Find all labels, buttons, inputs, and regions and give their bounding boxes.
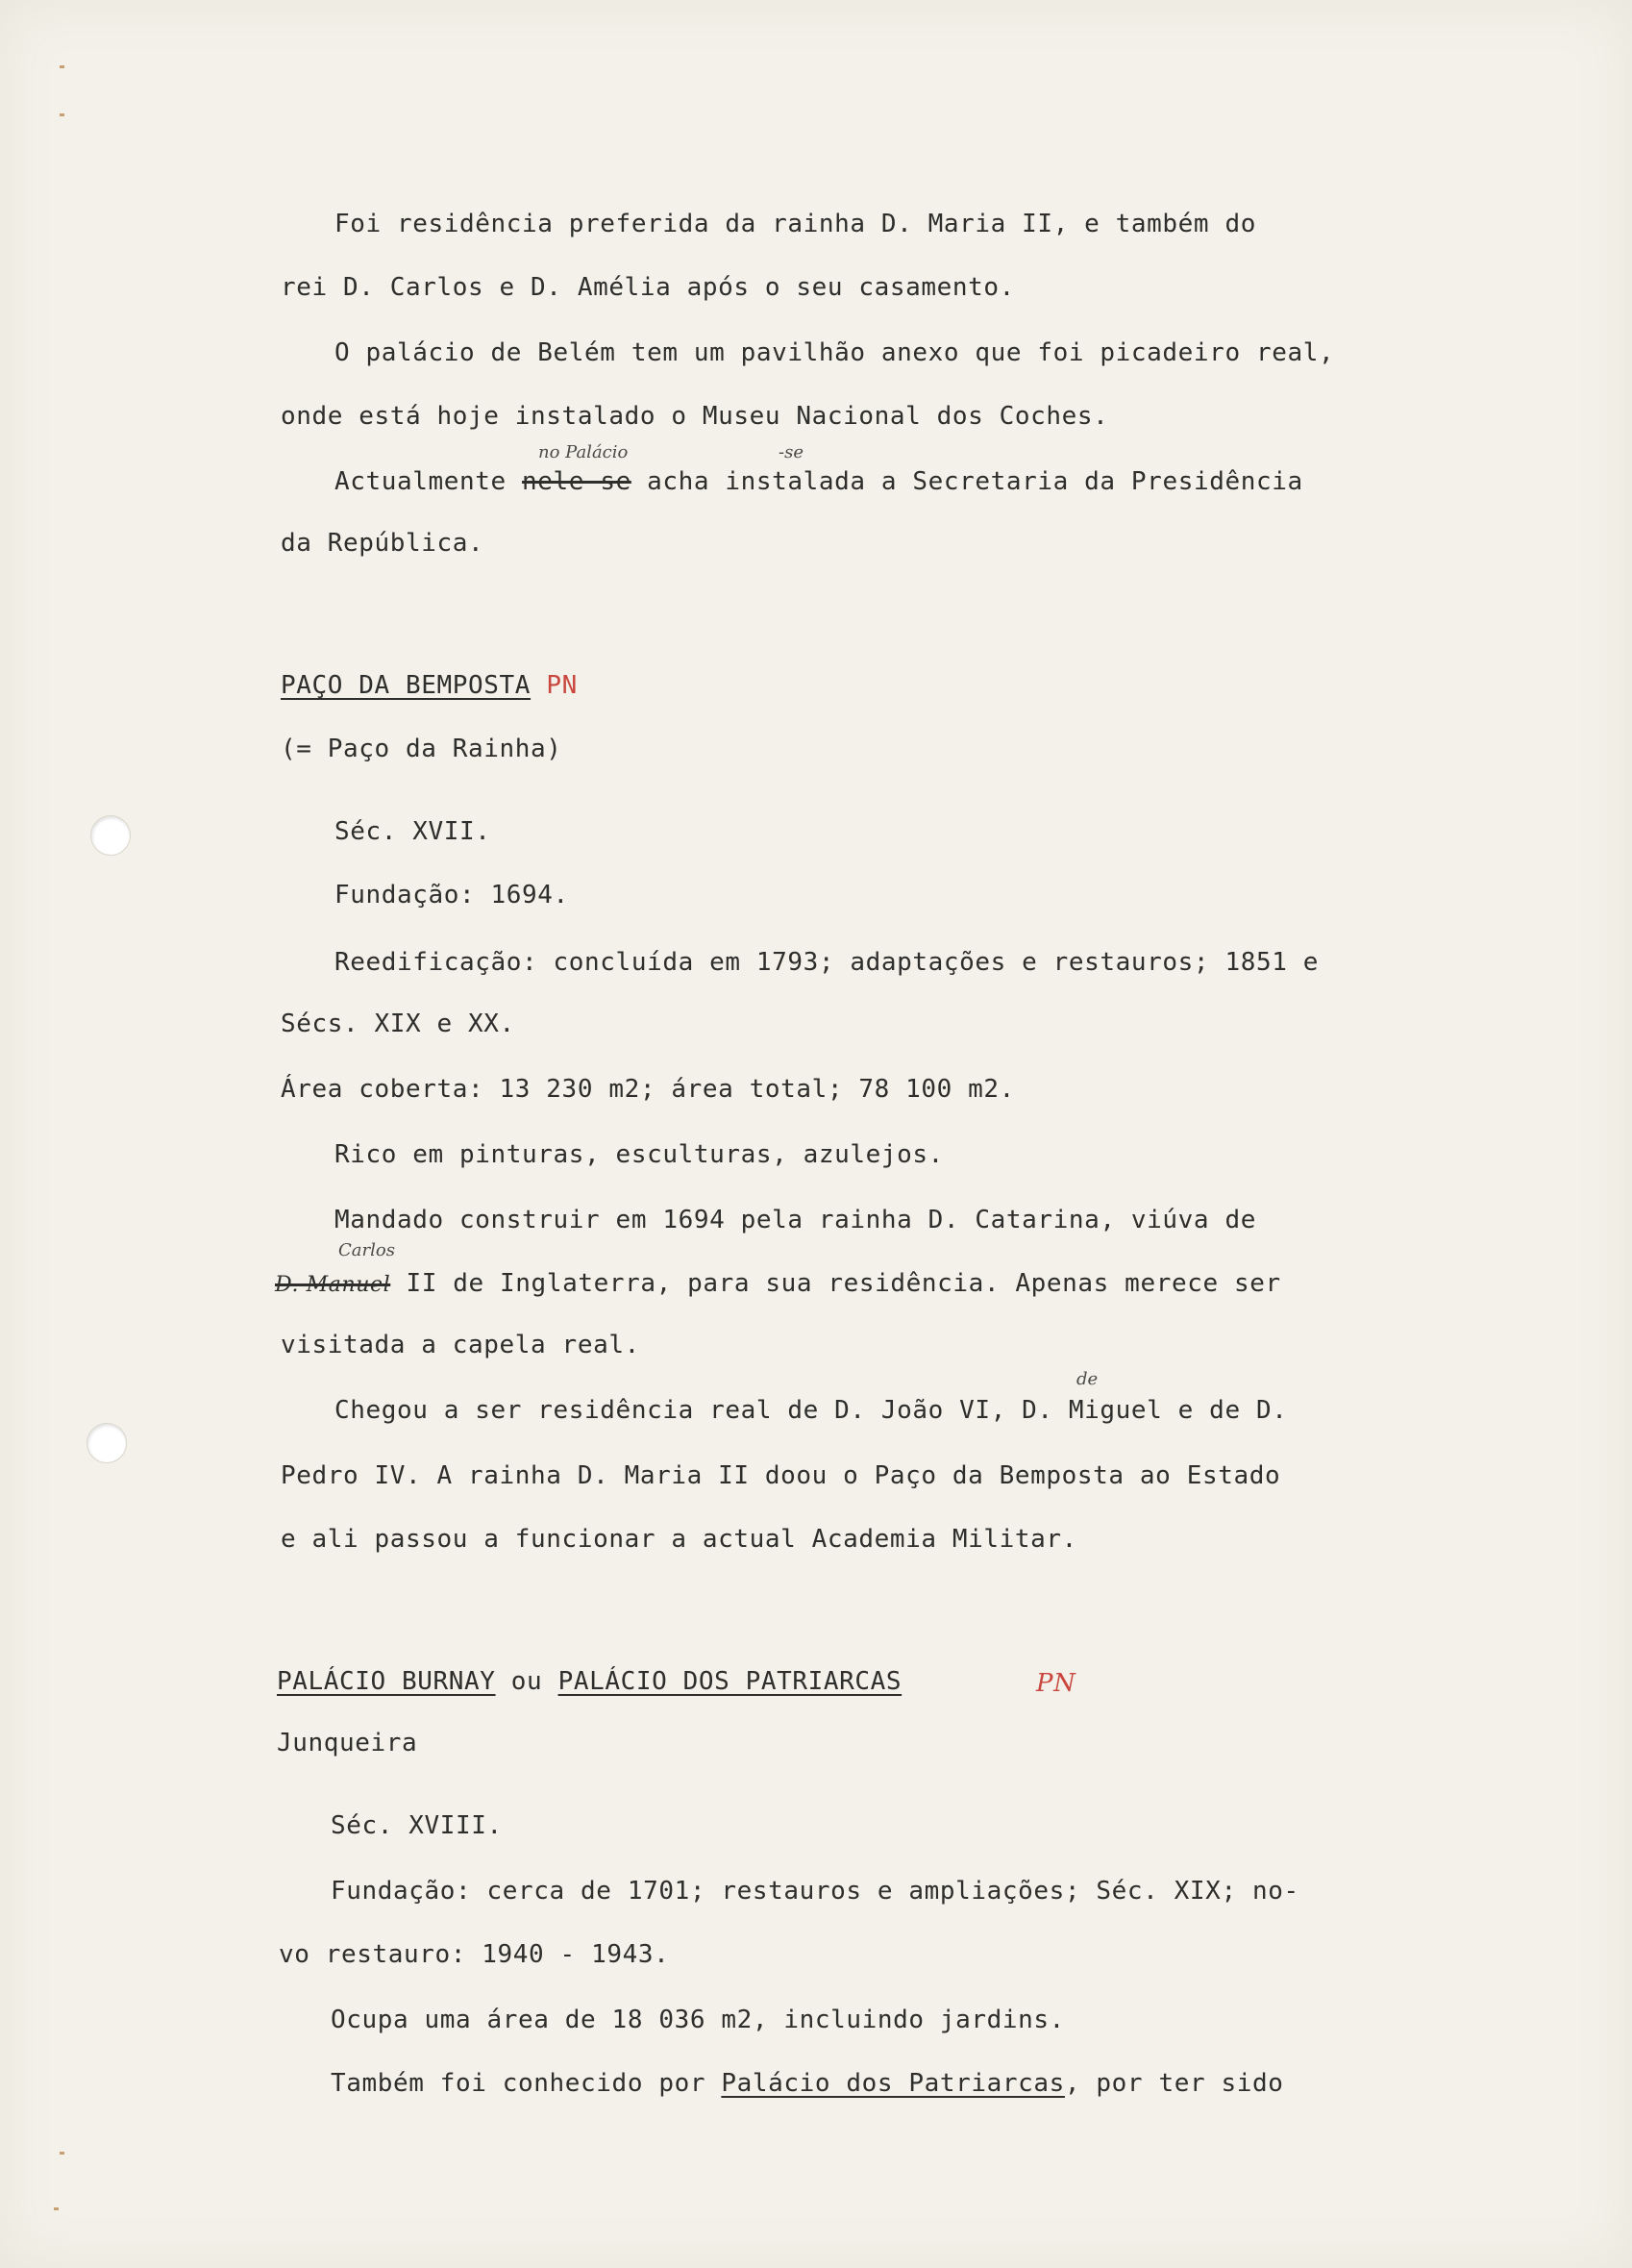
handwritten-insert: Carlos — [338, 1240, 395, 1260]
text-line: Fundação: 1694. — [334, 881, 569, 910]
text-span: acha instalada a Secretaria da Presidência — [631, 467, 1303, 496]
text-line: vo restauro: 1940 - 1943. — [279, 1940, 670, 1969]
text-line: Séc. XVIII. — [331, 1811, 503, 1840]
handwritten-insert: no Palácio — [538, 442, 629, 462]
edge-mark — [60, 113, 64, 116]
text-span: , por ter sido — [1064, 2069, 1284, 2098]
text-line — [275, 1267, 1281, 1302]
text-line: Ocupa uma área de 18 036 m2, incluindo jardins. — [331, 2006, 1065, 2034]
section-heading — [277, 1665, 1076, 1698]
struck-text: D. Manuel — [275, 1273, 391, 1297]
edge-mark — [54, 2207, 59, 2210]
text-line: Mandado construir em 1694 pela rainha D. Catarina, viúva de — [334, 1206, 1256, 1234]
handwritten-insert: de — [1076, 1369, 1099, 1389]
section-subtitle: Junqueira — [277, 1729, 418, 1757]
text-line: Fundação: cerca de 1701; restauros e ampliações; Séc. XIX; no- — [331, 1877, 1299, 1906]
text-line: onde está hoje instalado o Museu Nacional dos Coches. — [281, 402, 1109, 431]
punch-hole-bottom — [87, 1423, 127, 1463]
edge-mark — [60, 65, 64, 68]
text-span: II de Inglaterra, para sua residência. Apenas merece ser — [390, 1269, 1281, 1298]
text-line — [334, 465, 1303, 498]
pn-tag: PN — [546, 671, 578, 700]
text-line: da República. — [281, 529, 484, 558]
edge-mark — [60, 2152, 64, 2155]
text-line: O palácio de Belém tem um pavilhão anexo que foi picadeiro real, — [334, 338, 1335, 367]
text-line: rei D. Carlos e D. Amélia após o seu casamento. — [281, 273, 1015, 302]
heading-title: PAÇO DA BEMPOSTA — [281, 671, 532, 700]
text-line: Foi residência preferida da rainha D. Maria II, e também do — [334, 210, 1256, 238]
text-line: Sécs. XIX e XX. — [281, 1009, 515, 1038]
underlined-text: Palácio dos Patriarcas — [721, 2069, 1065, 2098]
text-line — [331, 2067, 1283, 2100]
text-span: ou — [495, 1667, 558, 1696]
struck-text: nele se — [522, 467, 631, 496]
text-span: Actualmente — [334, 467, 523, 496]
text-line: visitada a capela real. — [281, 1331, 640, 1359]
heading-title: PALÁCIO BURNAY — [277, 1667, 496, 1696]
text-line: Séc. XVII. — [334, 817, 491, 846]
section-subtitle: (= Paço da Rainha) — [281, 735, 562, 763]
pn-tag: PN — [1036, 1669, 1076, 1698]
text-line: Rico em pinturas, esculturas, azulejos. — [334, 1140, 944, 1169]
handwritten-insert: -se — [779, 442, 804, 462]
heading-title-alt: PALÁCIO DOS PATRIARCAS — [557, 1667, 903, 1696]
text-line: Área coberta: 13 230 m2; área total; 78 100 m2. — [281, 1075, 1015, 1104]
text-line: e ali passou a funcionar a actual Academia Militar. — [281, 1525, 1077, 1554]
text-line: Reedificação: concluída em 1793; adaptações e restauros; 1851 e — [334, 948, 1319, 977]
punch-hole-top — [90, 815, 131, 856]
text-line: Chegou a ser residência real de D. João VI, D. Miguel e de D. — [334, 1396, 1288, 1425]
section-heading — [281, 669, 578, 702]
text-line: Pedro IV. A rainha D. Maria II doou o Paço da Bemposta ao Estado — [281, 1461, 1281, 1490]
text-span: Também foi conhecido por — [331, 2069, 722, 2098]
